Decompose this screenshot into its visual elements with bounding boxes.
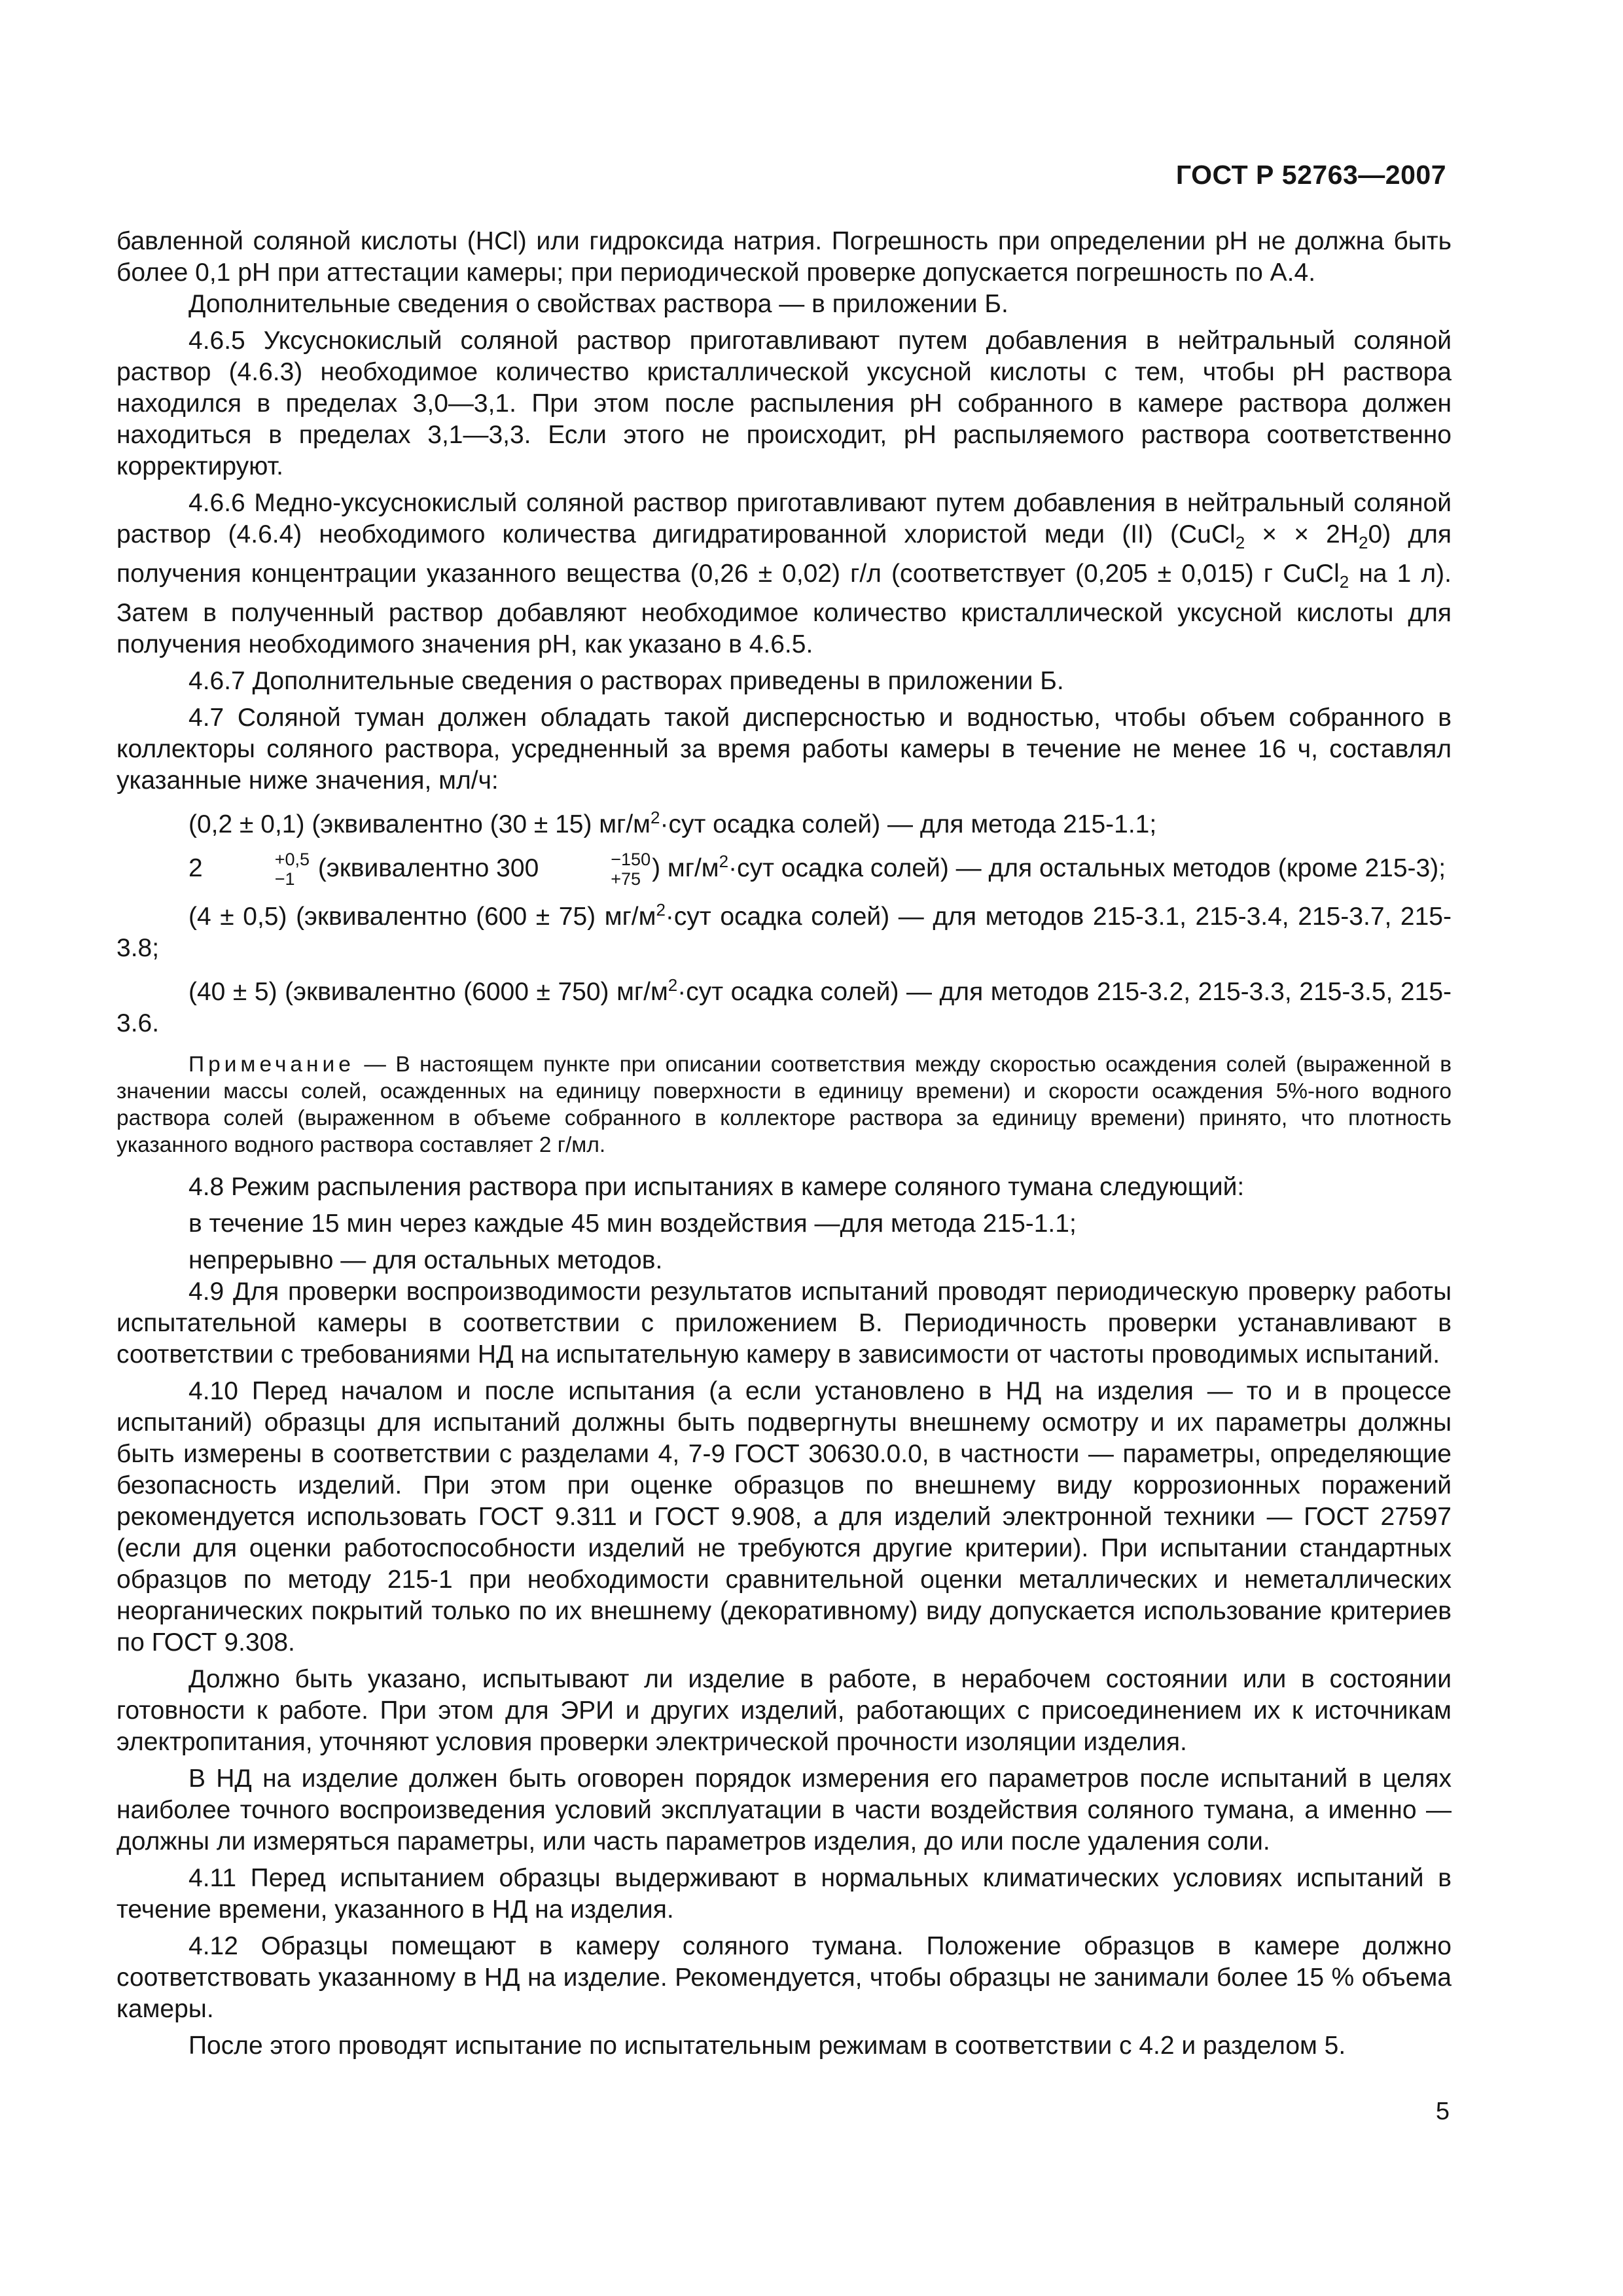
- paragraph-4-6-7: 4.6.7 Дополнительные сведения о растворах приведены в приложении Б.: [188, 666, 1064, 695]
- list-item-rate-4: (40 ± 5) (эквивалентно (6000 ± 750) $мг/м^2\cdot сут$ осадка солей) — для методов 215-3.2, 215-3.3, 215-3.5, 215-3.6.: [116, 975, 1452, 1038]
- paragraph-4-6-5: 4.6.5 Уксуснокислый соляной раствор приготавливают путем добавления в нейтральный соляной раствор (4.6.3) необходимое количество кристаллической уксусной кислоты с тем, чтобы pH раствора находился в пределах 3,0—3,1. При этом после распыления pH собранного в камере раствора должен находиться в пределах 3,1—3,3. Если этого не происходит, pH распыляемого раствора соответственно корректируют.: [116, 327, 1452, 480]
- list-item-spray-mode-2: непрерывно — для остальных методов.: [188, 1246, 663, 1275]
- page-number: 5: [1435, 2098, 1450, 2125]
- document-header-id: ГОСТ Р 52763—2007: [1175, 160, 1446, 190]
- paragraph-4-9: 4.9 Для проверки воспроизводимости результатов испытаний проводят периодическую проверку работы испытательной камеры в соответствии с приложением В. Периодичность проверки устанавливают в соответствии с требованиями НД на испытательную камеру в зависимости от частоты проводимых испытаний.: [116, 1278, 1452, 1369]
- list-item-rate-3: (4 ± 0,5) (эквивалентно (600 ± 75) $мг/м^2\cdot сут$ осадка солей) — для методов 215-3.1, 215-3.4, 215-3.7, 215-3.8;: [116, 900, 1452, 963]
- paragraph: В НД на изделие должен быть оговорен порядок измерения его параметров после испытаний в целях наиболее точного воспроизведения условий эксплуатации в части воздействия соляного тумана, а именно — должны ли измеряться параметры, или часть параметров изделия, до или после удаления соли.: [116, 1765, 1452, 1856]
- paragraph-4-10: 4.10 Перед началом и после испытания (а если установлено в НД на изделия — то и в процессе испытаний) образцы для испытаний должны быть подвергнуты внешнему осмотру и их параметры должны быть измерены в соответствии с разделами 4, 7-9 ГОСТ 30630.0.0, в частности — параметры, определяющие безопасность изделий. При этом при оценке образцов по внешнему виду коррозионных поражений рекомендуется использовать ГОСТ 9.311 и ГОСТ 9.908, а для изделий электронной техники — ГОСТ 27597 (если для оценки работоспособности изделий не требуются другие критерии). При испытании стандартных образцов по методу 215-1 при необходимости сравнительной оценки металлических и неметаллических неорганических покрытий только по их внешнему (декоративному) виду допускается использование критериев по ГОСТ 9.308.: [116, 1377, 1452, 1657]
- paragraph-4-11: 4.11 Перед испытанием образцы выдерживают в нормальных климатических условиях испытаний в течение времени, указанного в НД на изделия.: [116, 1864, 1452, 1924]
- note-label: Примечание: [188, 1052, 355, 1077]
- note: Примечание — В настоящем пункте при описании соответствия между скоростью осаждения солей (выраженной в значении массы солей, осажденных на единицу поверхности в единицу времени) и скорости осаждения 5%-ного водного раствора солей (выраженном в объеме собранного в коллекторе раствора за единицу времени) принято, что плотность указанного водного раствора составляет 2 г/мл.: [116, 1052, 1452, 1158]
- paragraph: Дополнительные сведения о свойствах раствора — в приложении Б.: [188, 290, 1008, 318]
- paragraph: После этого проводят испытание по испытательным режимам в соответствии с 4.2 и разделом 5.: [188, 2032, 1346, 2060]
- document-body: [116, 226, 1452, 2062]
- paragraph: бавленной соляной кислоты (HCl) или гидроксида натрия. Погрешность при определении pH не должна быть более 0,1 pH при аттестации камеры; при периодической проверке допускается погрешность по А.4.: [116, 227, 1452, 287]
- paragraph-4-8: 4.8 Режим распыления раствора при испытаниях в камере соляного тумана следующий:: [188, 1173, 1245, 1202]
- list-item-spray-mode-1: в течение 15 мин через каждые 45 мин воздействия —для метода 215-1.1;: [188, 1210, 1077, 1238]
- paragraph-4-12: 4.12 Образцы помещают в камеру соляного тумана. Положение образцов в камере должно соответствовать указанному в НД на изделие. Рекомендуется, чтобы образцы не занимали более 15 % объема камеры.: [116, 1932, 1452, 2024]
- paragraph: Должно быть указано, испытывают ли изделие в работе, в нерабочем состоянии или в состоянии готовности к работе. При этом для ЭРИ и других изделий, работающих с присоединением их к источникам электропитания, уточняют условия проверки электрической прочности изоляции изделия.: [116, 1665, 1452, 1757]
- paragraph-4-7: 4.7 Соляной туман должен обладать такой дисперсностью и водностью, чтобы объем собранного в коллекторы соляного раствора, усредненный за время работы камеры в течение не менее 16 ч, составлял указанные ниже значения, мл/ч:: [116, 703, 1452, 795]
- list-item-rate-1: (0,2 ± 0,1) (эквивалентно (30 ± 15) $мг/м^2\cdot сут$ осадка солей) — для метода 215-1.1;: [188, 807, 1157, 838]
- list-item-rate-2: 2 +0,5 −1 (эквивалентно 300 −150 +75 ) $мг/м^2\cdot сут$ осадка солей) — для остальных методов (кроме 215-3);: [188, 850, 1446, 889]
- paragraph-4-6-6: 4.6.6 Медно-уксуснокислый соляной раствор приготавливают путем добавления в нейтральный соляной раствор (4.6.4) необходимого количества дигидратированной хлористой меди (II) (CuCl$_2$ × × $2H_20$) для получения концентрации указанного вещества (0,26 ± 0,02) г/л (соответствует (0,205 ± 0,015) г CuCl$_2$ на 1 л). Затем в полученный раствор добавляют необходимое количество кристаллической уксусной кислоты для получения необходимого значения pH, как указано в 4.6.5.: [116, 489, 1452, 658]
